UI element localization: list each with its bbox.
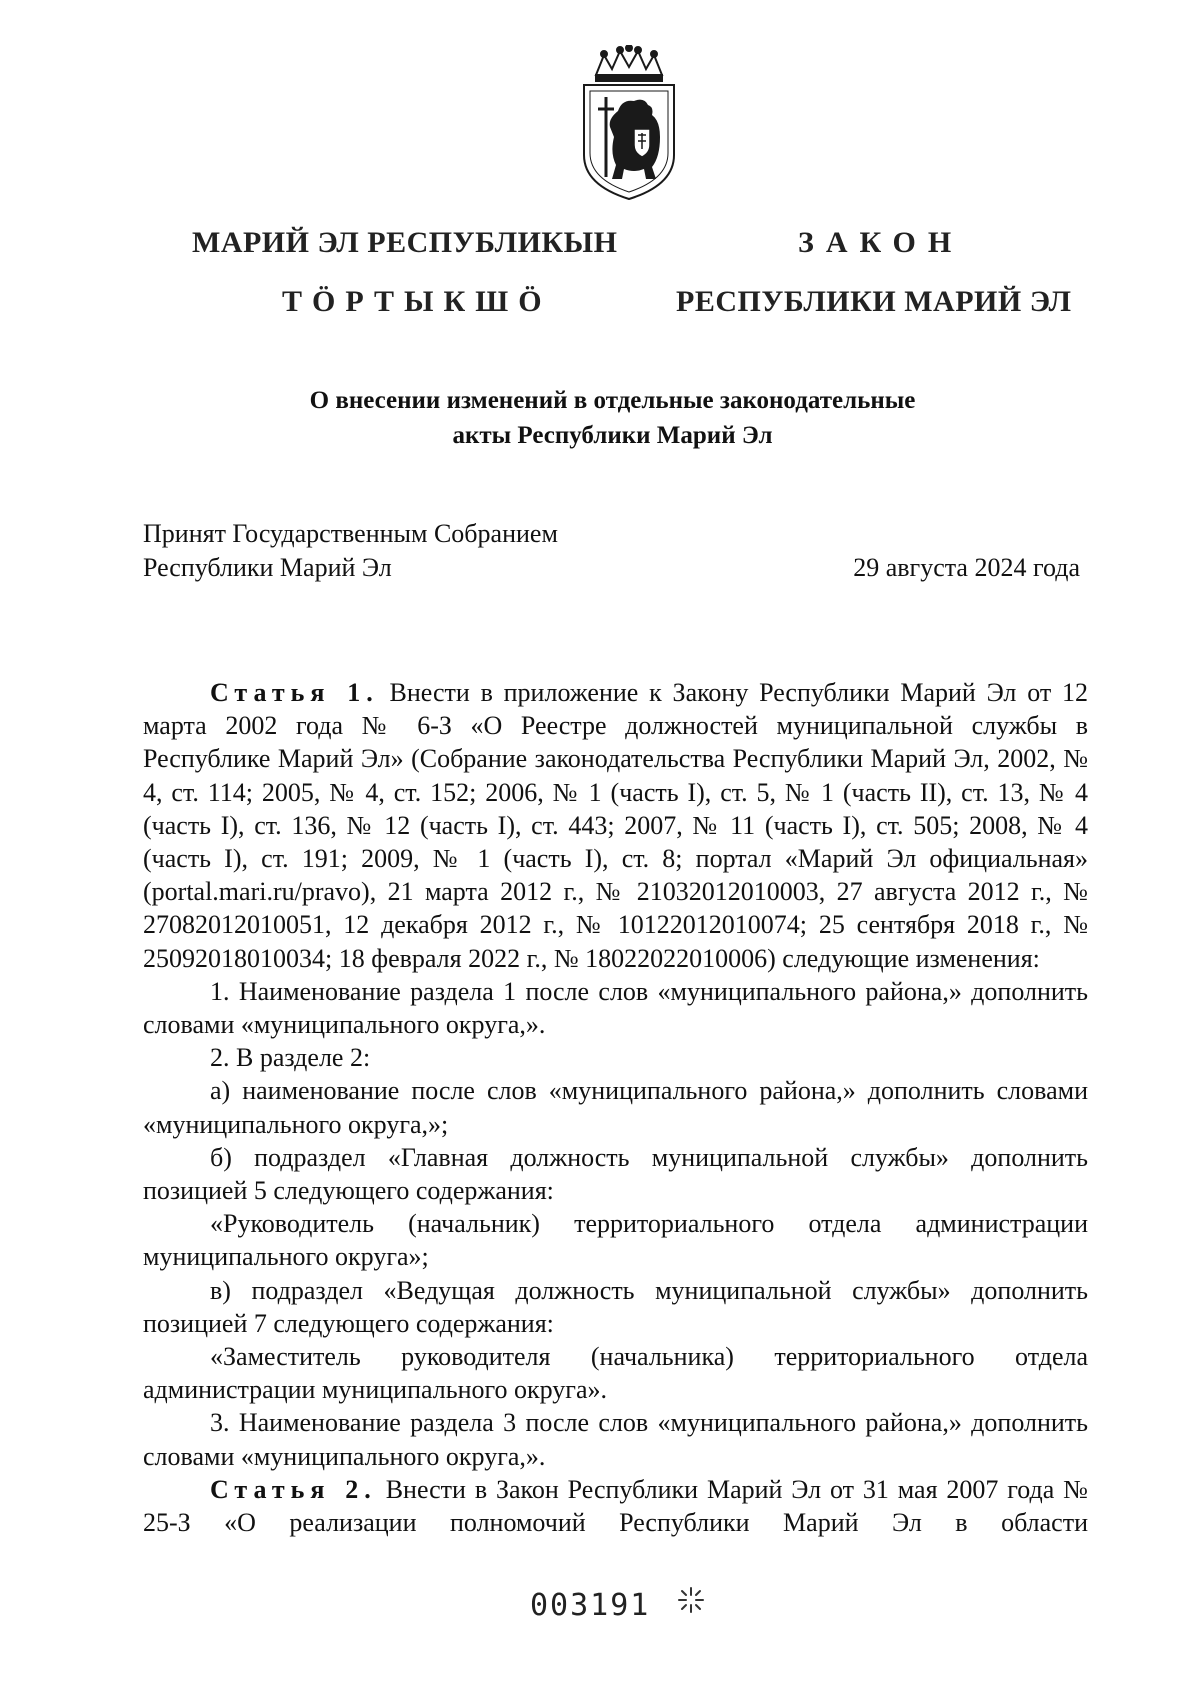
list-item-2a: а) наименование после слов «муниципального района,» дополнить словами «муниципального округа,»;	[143, 1076, 1088, 1139]
article-1-text: Внести в приложение к Закону Республики Марий Эл от 12 марта 2002 года № 6-З «О Реестре должностей муниципальной службы в Республике Марий Эл» (Собрание законодательства Республики Марий Эл, 2002, № 4, ст. 114; 2005, № 4, ст. 152; 2006, № 1 (часть I), ст. 5, № 1 (часть II), ст. 13, № 4 (часть I), ст. 136, № 12 (часть I), ст. 443; 2007, № 11 (часть I), ст. 505; 2008, № 4 (часть I), ст. 191; 2009, № 1 (часть I), ст. 8; портал «Марий Эл официальная» (portal.mari.ru/pravo), 21 марта 2012 г., № 21032012010003, 27 августа 2012 г., № 27082012010051, 12 декабря 2012 г., № 10122012010074; 25 сентября 2018 г., № 25092018010034; 18 февраля 2022 г., № 18022022010006) следующие изменения:	[143, 678, 1089, 973]
list-item-1: 1. Наименование раздела 1 после слов «муниципального района,» дополнить словами «муниципального округа,».	[143, 976, 1088, 1040]
list-item-2: 2. В разделе 2:	[210, 1043, 371, 1073]
adoption-info	[143, 517, 558, 585]
title-line1: О внесении изменений в отдельные законодательные	[309, 387, 916, 414]
list-item-2c: в) подраздел «Ведущая должность муниципальной службы» дополнить позицией 7 следующего содержания:	[143, 1275, 1088, 1338]
adoption-line1: Принят Государственным Собранием	[143, 519, 558, 548]
document-body	[143, 676, 1088, 1539]
title-line2: акты Республики Марий Эл	[452, 422, 773, 449]
header-left-line2: ТӦРТЫКШӦ	[282, 285, 552, 318]
crown-icon	[596, 45, 662, 81]
adoption-line2: Республики Марий Эл	[143, 553, 392, 582]
list-item-2b: б) подраздел «Главная должность муниципальной службы» дополнить позицией 5 следующего содержания:	[143, 1142, 1088, 1206]
article-2-label: Статья 2.	[210, 1474, 377, 1504]
article-1-paragraph	[143, 676, 1088, 975]
coat-of-arms-icon	[574, 45, 684, 203]
list-item-2b-quote: «Руководитель (начальник) территориального отдела администрации муниципального округа»;	[143, 1209, 1088, 1272]
snowflake-mark-icon	[676, 1585, 706, 1615]
article-1-label: Статья 1.	[210, 678, 379, 707]
article-2-paragraph	[143, 1473, 1088, 1539]
document-title	[140, 383, 1085, 453]
serial-number: 003191	[530, 1588, 651, 1623]
header-right-line1: ЗАКОН	[798, 226, 964, 259]
header-right-line2: РЕСПУБЛИКИ МАРИЙ ЭЛ	[676, 285, 1072, 318]
list-item-2c-quote: «Заместитель руководителя (начальника) территориального отдела администрации муниципального округа».	[143, 1342, 1088, 1405]
adoption-date: 29 августа 2024 года	[853, 553, 1080, 582]
article-2-text: Внести в Закон Республики Марий Эл от 31 мая 2007 года № 25-З «О реализации полномочий Республики Марий Эл в области	[143, 1474, 1088, 1538]
header-left-line1: МАРИЙ ЭЛ РЕСПУБЛИКЫН	[192, 226, 618, 259]
list-item-3: 3. Наименование раздела 3 после слов «муниципального района,» дополнить словами «муниципального округа,».	[143, 1408, 1088, 1471]
